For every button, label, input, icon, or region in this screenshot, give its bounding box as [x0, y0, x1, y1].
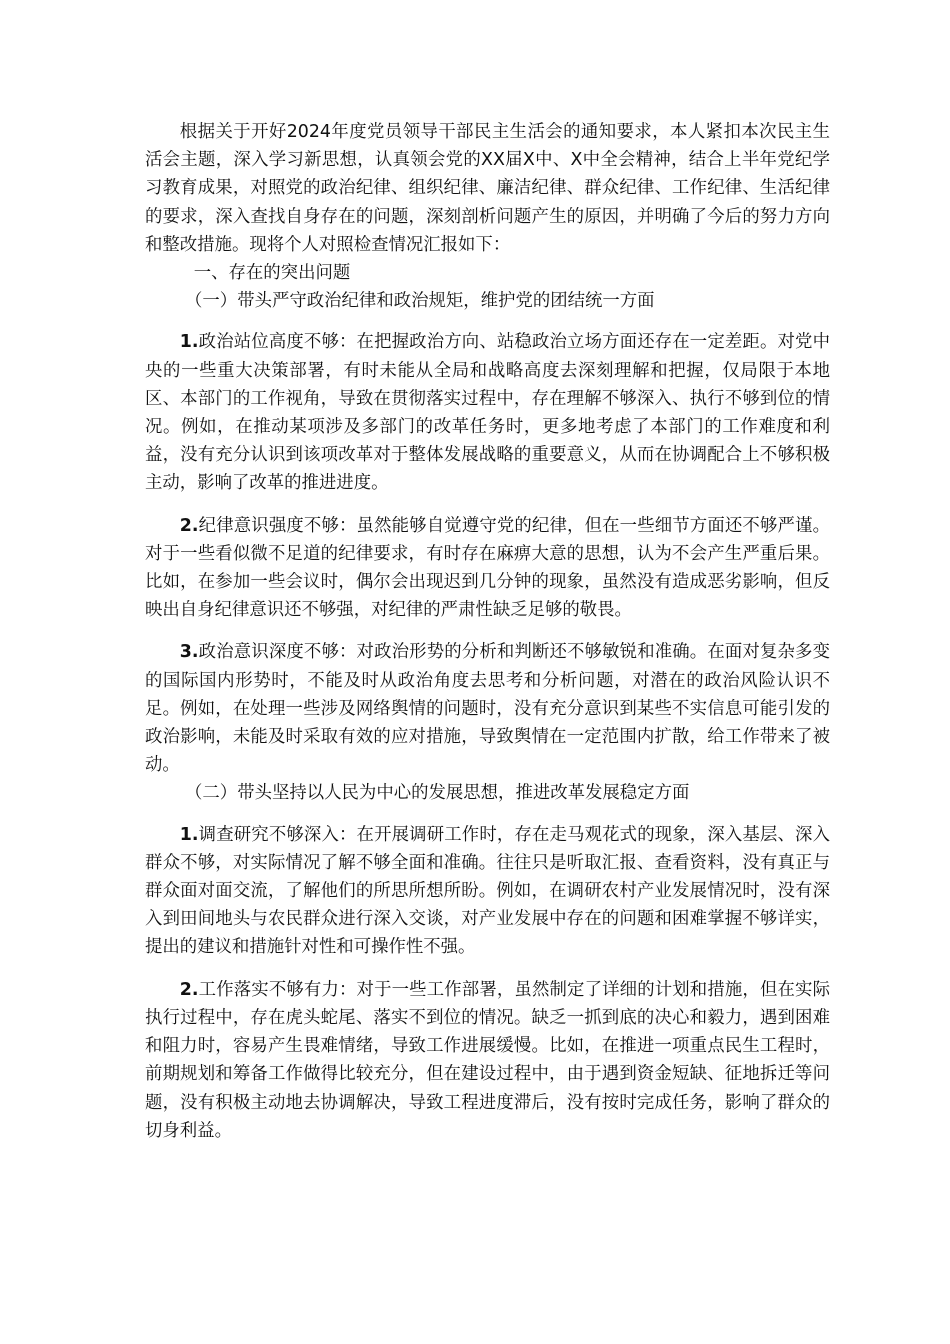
- item-text: 工作落实不够有力：对于一些工作部署，虽然制定了详细的计划和措施，但在实际执行过程中，存在虎头蛇尾、落实不到位的情况。缺乏一抓到底的决心和毅力，遇到困难和阻力时，容易产生畏难情绪，导致工作进展缓慢。比如，在推进一项重点民生工程时，前期规划和筹备工作做得比较充分，但在建设过程中，由于遇到资金短缺、征地拆迁等问题，没有积极主动地去协调解决，导致工程进度滞后，没有按时完成任务，影响了群众的切身利益。: [145, 979, 830, 1141]
- item-number: 2.: [179, 515, 199, 536]
- item-text: 政治站位高度不够：在把握政治方向、站稳政治立场方面还存在一定差距。对党中央的一些重大决策部署，有时未能从全局和战略高度去深刻理解和把握，仅局限于本地区、本部门的工作视角，导致在贯彻落实过程中，存在理解不够深入、执行不够到位的情况。例如，在推动某项涉及多部门的改革任务时，更多地考虑了本部门的工作难度和利益，没有充分认识到该项改革对于整体发展战略的重要意义，从而在协调配合上不够积极主动，影响了改革的推进进度。: [145, 332, 830, 494]
- item-number: 1.: [179, 824, 199, 845]
- intro-paragraph: 根据关于开好2024年度党员领导干部民主生活会的通知要求，本人紧扣本次民主生活会主题，深入学习新思想，认真领会党的XX届X中、X中全会精神，结合上半年党纪学习教育成果，对照党的政治纪律、组织纪律、廉洁纪律、群众纪律、工作纪律、生活纪律的要求，深入查找自身存在的问题，深刻剖析问题产生的原因，并明确了今后的努力方向和整改措施。现将个人对照检查情况汇报如下：: [145, 122, 830, 255]
- item-number: 3.: [179, 642, 199, 663]
- item-text: 纪律意识强度不够：虽然能够自觉遵守党的纪律，但在一些细节方面还不够严谨。对于一些看似微不足道的纪律要求，有时存在麻痹大意的思想，认为不会产生严重后果。比如，在参加一些会议时，偶尔会出现迟到几分钟的现象，虽然没有造成恶劣影响，但反映出自身纪律意识还不够强，对纪律的严肃性缺乏足够的敬畏。: [145, 515, 830, 621]
- item-number: 2.: [179, 979, 199, 1000]
- item-text: 调查研究不够深入：在开展调研工作时，存在走马观花式的现象，深入基层、深入群众不够，对实际情况了解不够全面和准确。往往只是听取汇报、查看资料，没有真正与群众面对面交流，了解他们的所思所想所盼。例如，在调研农村产业发展情况时，没有深入到田间地头与农民群众进行深入交谈，对产业发展中存在的问题和困难掌握不够详实，提出的建议和措施针对性和可操作性不强。: [145, 824, 830, 958]
- item-number: 1.: [179, 332, 199, 353]
- subsection-title: （二）带头坚持以人民为中心的发展思想，推进改革发展稳定方面: [185, 783, 690, 804]
- problem-item: [145, 638, 830, 779]
- item-text: 政治意识深度不够：对政治形势的分析和判断还不够敏锐和准确。在面对复杂多变的国际国内形势时，不能及时从政治角度去思考和分析问题，对潜在的政治风险认识不足。例如，在处理一些涉及网络舆情的问题时，没有充分意识到某些不实信息可能引发的政治影响，未能及时采取有效的应对措施，导致舆情在一定范围内扩散，给工作带来了被动。: [145, 642, 830, 776]
- problem-item: [145, 821, 830, 962]
- document-page: [145, 118, 830, 1145]
- problem-item: [145, 328, 830, 497]
- problem-item: [145, 976, 830, 1145]
- subsection-title: （一）带头严守政治纪律和政治规矩，维护党的团结统一方面: [185, 291, 655, 312]
- problem-item: [145, 512, 830, 625]
- section-heading: 一、存在的突出问题: [193, 263, 351, 284]
